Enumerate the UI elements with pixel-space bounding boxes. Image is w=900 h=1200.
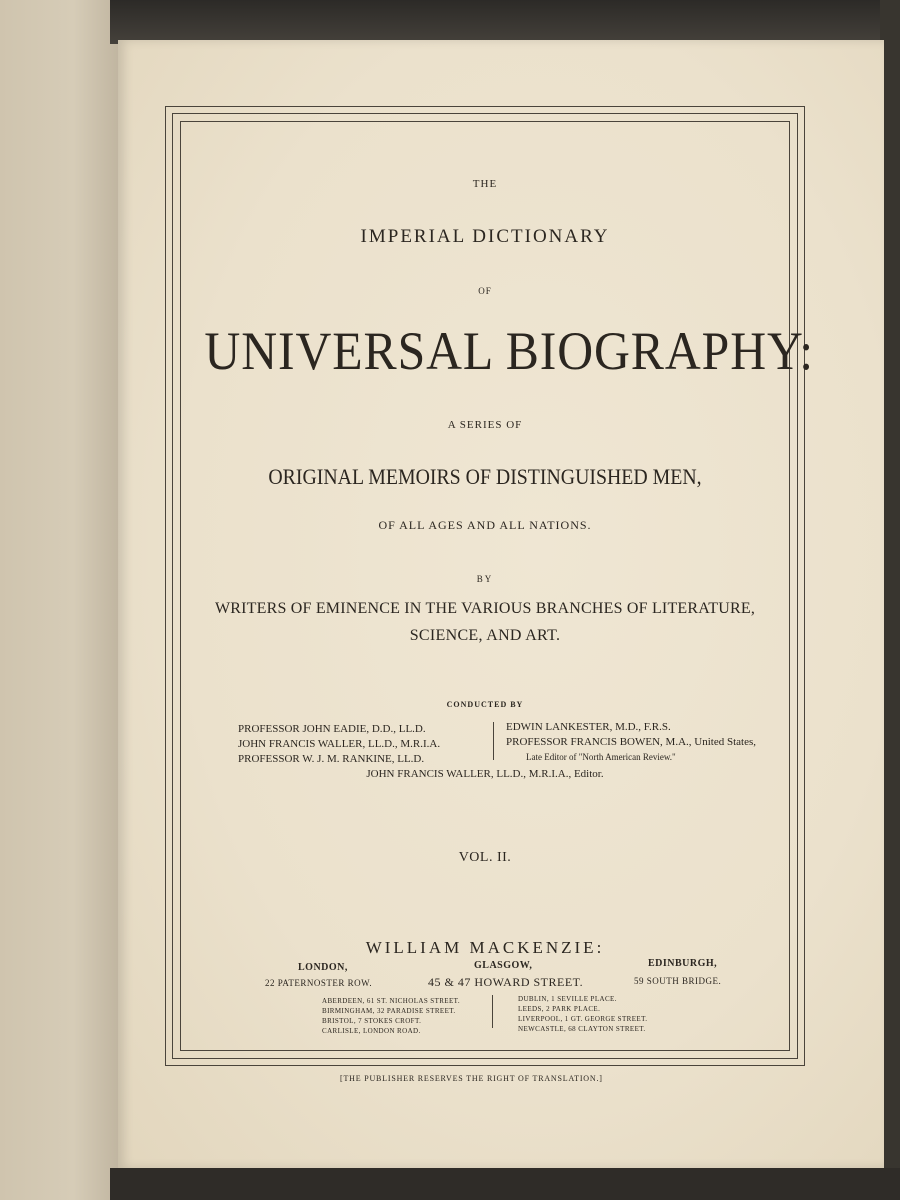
writers-line-1: WRITERS OF EMINENCE IN THE VARIOUS BRANCHES OF LITERATURE, [214,600,756,617]
conductors-left [238,722,440,767]
main-title: UNIVERSAL BIOGRAPHY: [204,321,814,381]
branch-address: NEWCASTLE, 68 CLAYTON STREET. [518,1025,646,1033]
branch-address: CARLISLE, LONDON ROAD. [322,1027,421,1035]
branch-address: LEEDS, 2 PARK PLACE. [518,1005,601,1013]
conductor-name: EDWIN LANKESTER, M.D., F.R.S. [506,721,671,733]
branch-address: BIRMINGHAM, 32 PARADISE STREET. [322,1007,456,1015]
border-frame-inner [180,121,814,1051]
heading-the: THE [472,178,498,190]
subtitle-ages: OF ALL AGES AND ALL NATIONS. [378,518,592,532]
conductors-right [506,720,756,765]
branch-address: ABERDEEN, 61 ST. NICHOLAS STREET. [322,997,460,1005]
conductor-note: Late Editor of "North American Review." [526,752,676,762]
book-board-bottom [110,1168,900,1200]
city-london: LONDON, [298,962,348,973]
subtitle-series: A SERIES OF [447,419,523,431]
city-edinburgh: EDINBURGH, [648,958,718,969]
city-glasgow: GLASGOW, [474,960,533,971]
left-page-edge [0,0,122,1200]
by-label: BY [476,574,494,584]
address-london: 22 PATERNOSTER ROW. [265,978,373,988]
conductors-divider [493,722,494,760]
branch-address: DUBLIN, 1 SEVILLE PLACE. [518,995,617,1003]
subtitle-memoirs: ORIGINAL MEMOIRS OF DISTINGUISHED MEN, [268,464,702,489]
translation-rights-notice: [THE PUBLISHER RESERVES THE RIGHT OF TRANSLATION.] [340,1074,603,1083]
publisher-name: WILLIAM MACKENZIE: [365,938,605,957]
writers-line-2: SCIENCE, AND ART. [409,627,561,644]
branch-address: BRISTOL, 7 STOKES CROFT. [322,1017,422,1025]
conducted-by-label: CONDUCTED BY [446,700,524,709]
address-glasgow: 45 & 47 HOWARD STREET. [428,975,584,989]
branch-address: LIVERPOOL, 1 GT. GEORGE STREET. [518,1015,648,1023]
branches-divider [492,995,493,1028]
heading-imperial-dictionary: IMPERIAL DICTIONARY [360,226,610,247]
book-board-top [110,0,900,44]
heading-of: OF [478,286,492,296]
address-edinburgh: 59 SOUTH BRIDGE. [634,976,722,986]
conductor-name: JOHN FRANCIS WALLER, LL.D., M.R.I.A. [238,738,441,750]
editor-line: JOHN FRANCIS WALLER, LL.D., M.R.I.A., Editor. [366,768,604,780]
conductor-name: PROFESSOR JOHN EADIE, D.D., LL.D. [238,723,426,735]
conductor-name: PROFESSOR FRANCIS BOWEN, M.A., United States, [506,736,756,748]
volume-number: VOL. II. [458,850,512,865]
branches-right [518,994,647,1034]
conductor-name: PROFESSOR W. J. M. RANKINE, LL.D. [238,753,425,765]
branches-left [322,996,460,1036]
